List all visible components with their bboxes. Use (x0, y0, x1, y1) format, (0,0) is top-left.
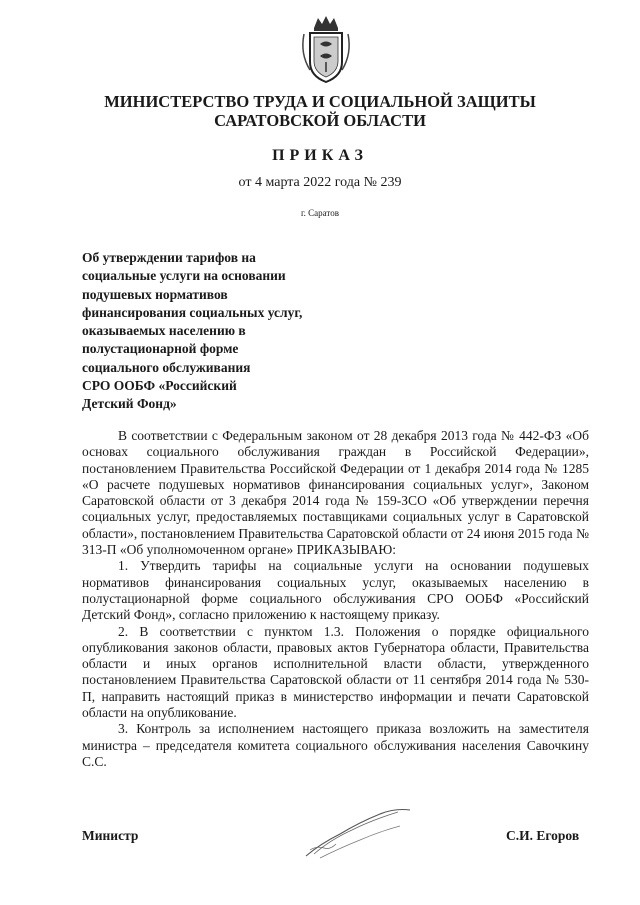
subject-line: полустационарной форме (82, 341, 239, 357)
signatory-name: С.И. Егоров (506, 828, 580, 843)
signatory-position: Министр (82, 828, 139, 843)
subject-line: подушевых нормативов (82, 286, 228, 302)
subject-line: Детский Фонд» (82, 396, 177, 412)
body-item-1: 1. Утвердить тарифы на социальные услуги на основании подушевых нормативов финансирования социальных услуг, оказываемых населению в полустационарной форме социального обслуживания СРО ООБФ «Российский Детский Фонд», согласно приложению к настоящему приказу. (82, 558, 589, 623)
handwritten-signature (300, 804, 430, 864)
subject-line: финансирования социальных услуг, (82, 304, 303, 320)
body-preamble: В соответствии с Федеральным законом от 28 декабря 2013 года № 442-ФЗ «Об основах социального обслуживания граждан в Российской Федерации», постановлением Правительства Российской Федерации от 1 декабря 2014 года № 1285 «О расчете подушевых нормативов финансирования социальных услуг», Законом Саратовской области от 3 декабря 2014 года № 159-ЗСО «Об утверждении перечня социальных услуг, предоставляемых поставщиками социальных услуг в Саратовской области», постановлением Правительства Саратовской области от 24 июня 2015 года № 313-П «Об уполномоченном органе» ПРИКАЗЫВАЮ: (82, 428, 589, 558)
city-label: г. Саратов (301, 208, 339, 218)
body-item-3: 3. Контроль за исполнением настоящего приказа возложить на заместителя министра – председателя комитета социального обслуживания населения Савочкину С.С. (82, 721, 589, 769)
order-subject (82, 249, 352, 414)
ministry-name (0, 92, 640, 130)
order-body (82, 428, 589, 770)
order-date: от 4 марта 2022 года № 239 (238, 175, 402, 190)
subject-line: Об утверждении тарифов на (82, 250, 256, 265)
subject-line: социального обслуживания (82, 359, 251, 375)
coat-of-arms-icon (298, 14, 354, 84)
order-title: ПРИКАЗ (272, 147, 368, 164)
subject-line: социальные услуги на основании (82, 268, 286, 284)
ministry-line-1: МИНИСТЕРСТВО ТРУДА И СОЦИАЛЬНОЙ ЗАЩИТЫ (104, 92, 536, 111)
body-item-2: 2. В соответствии с пунктом 1.3. Положения о порядке официального опубликования законов области, правовых актов Губернатора области, Правительства области и иных органов исполнительной власти области, утвержденного постановлением Правительства Саратовской области от 11 сентября 2014 года № 530-П, направить настоящий приказ в министерство информации и печати Саратовской области на опубликование. (82, 623, 589, 721)
subject-line: оказываемых населению в (82, 323, 246, 339)
ministry-line-2: САРАТОВСКОЙ ОБЛАСТИ (214, 111, 426, 130)
subject-line: СРО ООБФ «Российский (82, 378, 237, 394)
